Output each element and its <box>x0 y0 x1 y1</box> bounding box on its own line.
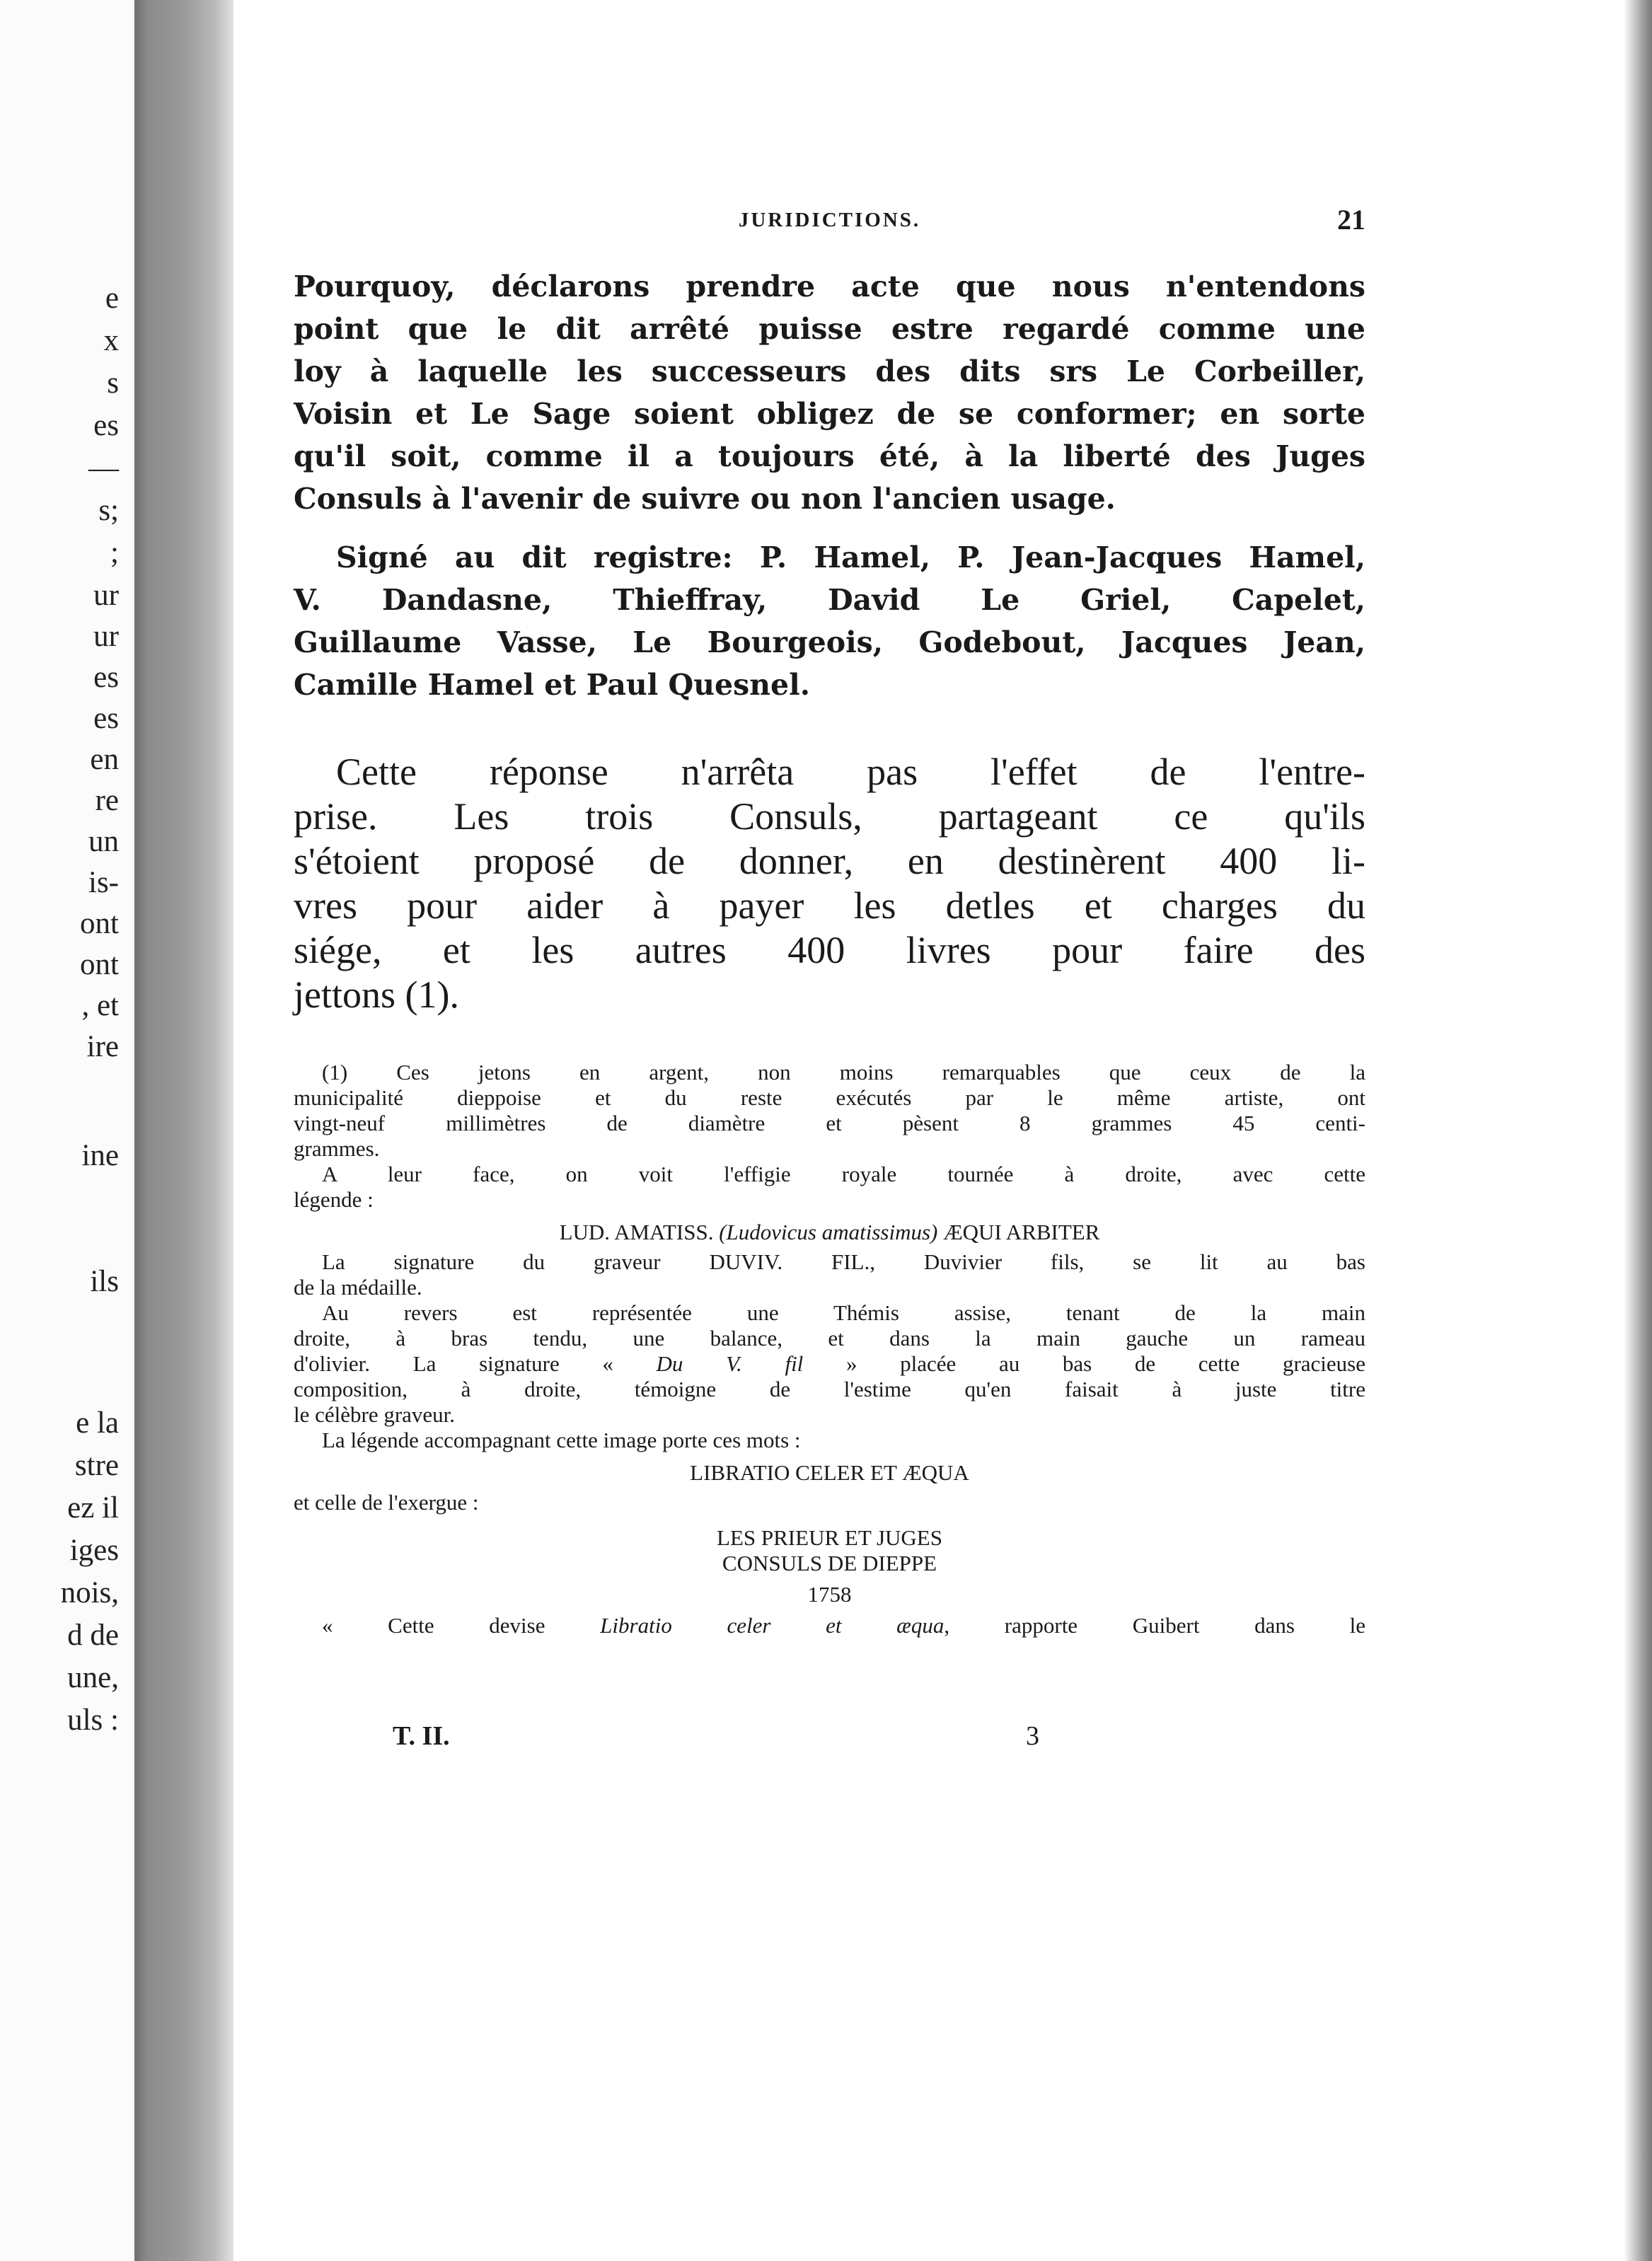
facing-page-text-fragment: — <box>88 451 119 485</box>
facing-page-text-fragment: e la <box>76 1406 119 1440</box>
volume-mark: T. II. <box>393 1721 450 1751</box>
devise-intro: « Cette devise <box>322 1613 545 1638</box>
footnote <box>294 1060 1365 1638</box>
face-legend <box>294 1220 1365 1245</box>
facing-page-text-fragment: x <box>103 324 119 357</box>
facing-page-text-fragment: ire <box>86 1030 119 1063</box>
footnote-line-mixed <box>294 1613 1365 1638</box>
footnote-line: La signature du graveur DUVIV. FIL., Duvivier fils, se lit au bas <box>322 1249 1365 1274</box>
facing-page-text-fragment: stre <box>74 1449 119 1482</box>
narrative-line: Cette réponse n'arrêta pas l'effet de l'entre- <box>336 751 1365 793</box>
quote-line: Pourquoy, déclarons prendre acte que nous n'entendons <box>294 270 1365 303</box>
facing-page-text-fragment: une, <box>67 1661 119 1694</box>
footnote-line: (1) Ces jetons en argent, non moins remarquables que ceux de la <box>322 1060 1365 1085</box>
facing-page-text-fragment: ; <box>110 536 119 569</box>
footnote-line: vingt-neuf millimètres de diamètre et pèsent 8 grammes 45 centi- <box>294 1111 1365 1135</box>
facing-page-text-fragment: s; <box>98 494 119 527</box>
facing-page-text-fragment: ez il <box>67 1491 119 1525</box>
page-number: 21 <box>1337 204 1365 236</box>
face-legend-suffix: ÆQUI ARBITER <box>943 1220 1100 1244</box>
running-title: JURIDICTIONS. <box>738 209 921 231</box>
signature-italic: Du V. fil <box>656 1351 804 1376</box>
exergue-intro: et celle de l'exergue : <box>294 1490 479 1515</box>
facing-page-text-fragment: es <box>93 409 119 442</box>
footnote-line: Au revers est représentée une Thémis assise, tenant de la main <box>322 1300 1365 1325</box>
signatories-paragraph <box>294 536 1365 706</box>
facing-page-text-fragment: is- <box>88 866 119 899</box>
facing-page-text-fragment: uls : <box>67 1704 119 1737</box>
quote-line: loy à laquelle les successeurs des dits srs Le Corbeiller, <box>294 354 1365 388</box>
footnote-line: grammes. <box>294 1136 380 1161</box>
page-right-edge <box>1624 0 1652 2261</box>
signatories-line: Guillaume Vasse, Le Bourgeois, Godebout, Jacques Jean, <box>294 625 1365 659</box>
signature-outro: » placée au bas de cette gracieuse <box>845 1351 1365 1376</box>
facing-page-text-fragment: ils <box>90 1265 119 1298</box>
exergue-line: LES PRIEUR ET JUGES <box>717 1525 942 1550</box>
footnote-line: A leur face, on voit l'effigie royale tournée à droite, avec cette <box>322 1162 1365 1186</box>
facing-page-text-fragment: en <box>90 743 119 776</box>
narrative-line: siége, et les autres 400 livres pour faire des <box>294 929 1365 971</box>
reverse-legend: LIBRATIO CELER ET ÆQUA <box>690 1460 969 1485</box>
face-legend-italic: (Ludovicus amatissimus) <box>719 1220 938 1244</box>
footnote-line: La légende accompagnant cette image porte ces mots : <box>322 1428 801 1452</box>
facing-page-text-fragment: ont <box>80 948 119 981</box>
footnote-line: légende : <box>294 1187 374 1212</box>
page-gutter <box>134 0 233 2261</box>
face-legend-prefix: LUD. AMATISS. <box>559 1220 714 1244</box>
facing-page-text-fragment: es <box>93 702 119 735</box>
devise-outro: , rapporte Guibert dans le <box>944 1613 1365 1638</box>
signature-intro: d'olivier. La signature « <box>294 1351 613 1376</box>
facing-page-text-fragment: ine <box>81 1139 119 1172</box>
quote-line: qu'il soit, comme il a toujours été, à la liberté des Juges <box>294 439 1365 473</box>
footnote-line: composition, à droite, témoigne de l'estime qu'en faisait à juste titre <box>294 1377 1365 1401</box>
book-page <box>233 0 1624 2261</box>
narrative-line: prise. Les trois Consuls, partageant ce qu'ils <box>294 795 1365 838</box>
footnote-line: municipalité dieppoise et du reste exécutés par le même artiste, ont <box>294 1085 1365 1110</box>
facing-page-text-fragment: re <box>95 784 119 817</box>
facing-page-text-fragment: iges <box>69 1534 119 1567</box>
footnote-line: droite, à bras tendu, une balance, et dans la main gauche un rameau <box>294 1326 1365 1351</box>
facing-page-text-fragment: ur <box>93 620 119 653</box>
signatories-line: Signé au dit registre: P. Hamel, P. Jean-Jacques Hamel, <box>336 540 1365 574</box>
quoted-declaration <box>294 265 1365 520</box>
narrative-line: jettons (1). <box>294 973 459 1016</box>
facing-page-text-fragment: s <box>107 366 119 400</box>
gathering-number: 3 <box>1026 1721 1039 1751</box>
facing-page-text-fragment: ur <box>93 579 119 612</box>
devise-italic: Libratio celer et æqua <box>600 1613 945 1638</box>
narrative-line: vres pour aider à payer les detles et charges du <box>294 884 1365 927</box>
footnote-line: le célèbre graveur. <box>294 1402 456 1427</box>
signatories-line: V. Dandasne, Thieffray, David Le Griel, Capelet, <box>294 583 1365 617</box>
narrative-line: s'étoient proposé de donner, en destinèrent 400 li- <box>294 840 1365 882</box>
facing-page-text-fragment: , et <box>81 989 119 1022</box>
running-head <box>294 204 1365 244</box>
facing-page-text-fragment: un <box>88 825 119 858</box>
footnote-line: de la médaille. <box>294 1275 422 1300</box>
quote-line: Voisin et Le Sage soient obligez de se conformer; en sorte <box>294 397 1365 431</box>
exergue-line: CONSULS DE DIEPPE <box>722 1551 937 1575</box>
facing-page-fragment <box>0 0 134 2261</box>
facing-page-text-fragment: d de <box>67 1619 119 1652</box>
signatories-line: Camille Hamel et Paul Quesnel. <box>294 668 810 702</box>
narrative-paragraph <box>294 750 1365 1017</box>
facing-page-text-fragment: nois, <box>60 1576 119 1609</box>
quote-line: point que le dit arrêté puisse estre regardé comme une <box>294 312 1365 346</box>
exergue-date: 1758 <box>807 1582 852 1607</box>
facing-page-text-fragment: e <box>105 282 119 315</box>
facing-page-text-fragment: es <box>93 661 119 694</box>
quote-line: Consuls à l'avenir de suivre ou non l'ancien usage. <box>294 482 1116 516</box>
facing-page-text-fragment: ont <box>80 907 119 940</box>
footnote-line-mixed <box>294 1351 1365 1377</box>
